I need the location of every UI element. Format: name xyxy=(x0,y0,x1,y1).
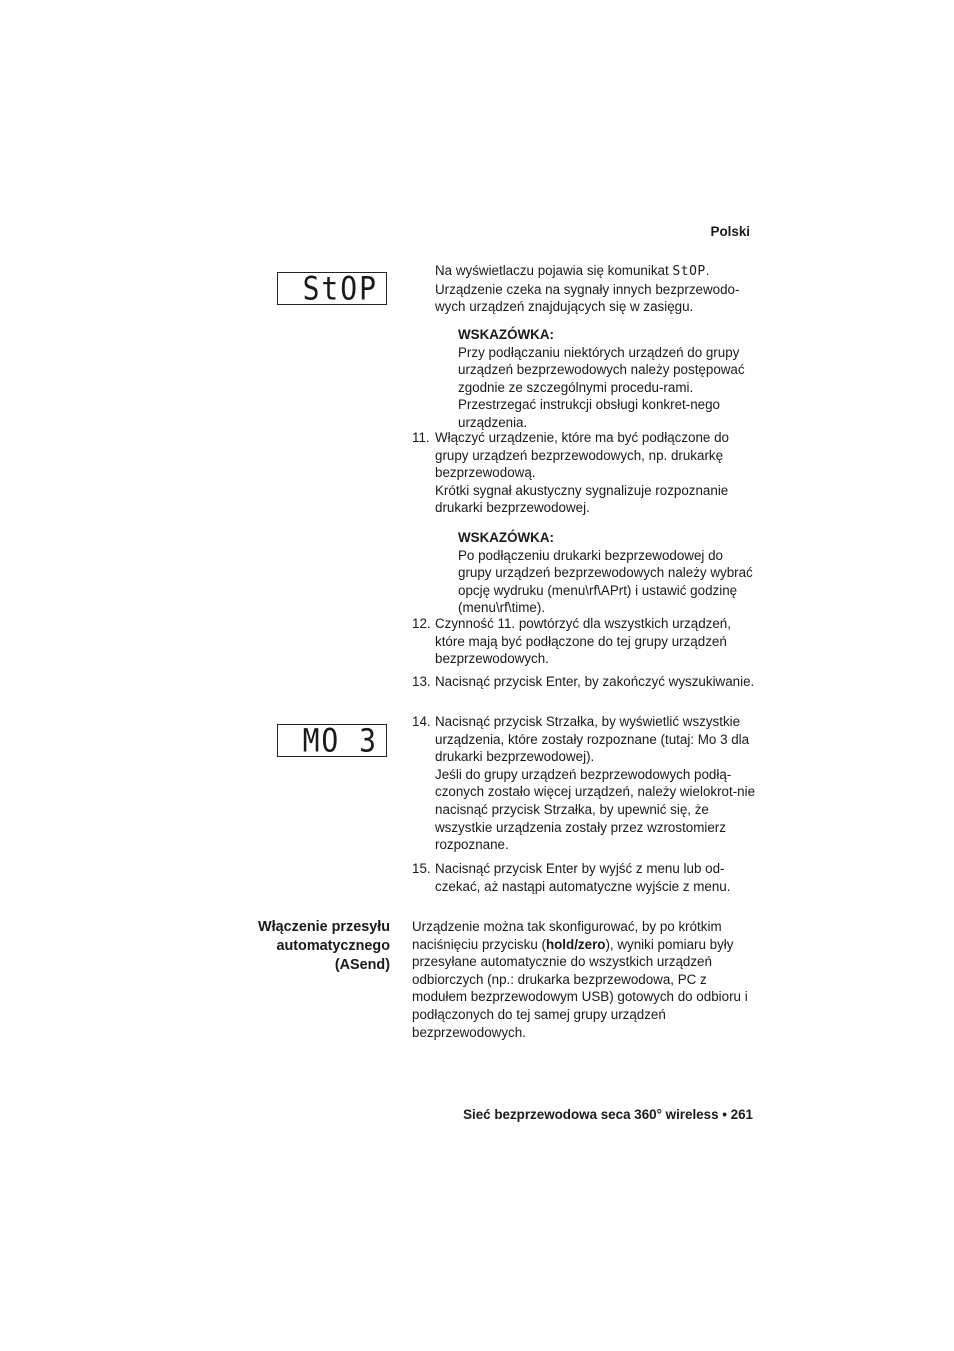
step-11-number: 11. xyxy=(412,430,430,445)
section-text-before: Urządzenie można tak skonfigurować, by po krótkim naciśnięciu przycisku ( xyxy=(412,919,722,952)
section-text-after: ), wyniki pomiaru były przesyłane automatycznie do wszystkich urządzeń odbiorczych (np.: drukarka bezprzewodowa, PC z modułem bezprzewodowym USB) gotowych do odbioru i podłączonych do tej samej grupy urządzeń bezprzewodowych. xyxy=(412,936,748,1040)
intro-line1-suffix: . xyxy=(705,263,710,278)
intro-rest: Urządzenie czeka na sygnały innych bezprzewodo-wych urządzeń znajdujących się w zasięgu. xyxy=(435,281,740,315)
step-14-number: 14. xyxy=(412,714,431,729)
section-heading xyxy=(210,918,390,975)
section-heading-line2: automatycznego xyxy=(276,938,390,954)
section-text-bold: hold/zero xyxy=(545,936,606,952)
step-11-text: Włączyć urządzenie, które ma być podłączone do grupy urządzeń bezprzewodowych, np. drukarkę bezprzewodową. xyxy=(435,430,729,481)
intro-paragraph xyxy=(435,262,760,316)
note-2-heading: WSKAZÓWKA: xyxy=(458,530,554,545)
step-14-text2: Jeśli do grupy urządzeń bezprzewodowych podłą-czonych zostało więcej urządzeń, należy wielokrot-nie nacisnąć przycisk Strzałka, by upewnić się, że wszystkie urządzenia zostały przez wzrostomierz rozpoznane. xyxy=(435,766,756,853)
intro-inline-code: StOP xyxy=(672,264,706,279)
display-stop-text: StOP xyxy=(302,269,378,308)
page-footer: Sieć bezprzewodowa seca 360° wireless • 261 xyxy=(463,1107,753,1122)
note-2 xyxy=(458,529,758,617)
step-15-number: 15. xyxy=(412,861,431,876)
display-mo3-text: MO 3 xyxy=(302,721,378,760)
step-13-text: Nacisnąć przycisk Enter, by zakończyć wyszukiwanie. xyxy=(435,674,755,689)
display-mo3-illustration xyxy=(277,721,387,760)
section-body xyxy=(412,918,757,1041)
step-13-number: 13. xyxy=(412,674,431,689)
intro-text xyxy=(435,262,760,316)
note-2-text: Po podłączeniu drukarki bezprzewodowej do grupy urządzeń bezprzewodowych należy wybrać opcję wydruku (menu\rf\APrt) i ustawić godzinę (menu\rf\time). xyxy=(458,547,753,616)
language-header: Polski xyxy=(710,224,750,239)
note-1-text: Przy podłączaniu niektórych urządzeń do grupy urządzeń bezprzewodowych należy postępować zgodnie ze szczególnymi procedu-rami. Przestrzegać instrukcji obsługi konkret-nego urządzenia. xyxy=(458,344,745,430)
step-11-text2: Krótki sygnał akustyczny sygnalizuje rozpoznanie drukarki bezprzewodowej. xyxy=(435,482,729,516)
step-15-text: Nacisnąć przycisk Enter by wyjść z menu lub od-czekać, aż nastąpi automatyczne wyjście z menu. xyxy=(435,861,731,894)
note-1-heading: WSKAZÓWKA: xyxy=(458,327,554,342)
step-12-number: 12. xyxy=(412,616,431,631)
section-heading-line3: (ASend) xyxy=(334,957,390,973)
step-14-text: Nacisnąć przycisk Strzałka, by wyświetlić wszystkie urządzenia, które zostały rozpoznane (tutaj: Mo 3 dla drukarki bezprzewodowej). xyxy=(435,714,750,765)
note-1 xyxy=(458,326,758,432)
section-heading-line1: Włączenie przesyłu xyxy=(258,919,390,935)
display-stop-illustration xyxy=(277,269,387,308)
intro-line1-prefix: Na wyświetlaczu pojawia się komunikat xyxy=(435,263,673,278)
step-12-text: Czynność 11. powtórzyć dla wszystkich urządzeń, które mają być podłączone do tej grupy urządzeń bezprzewodowych. xyxy=(435,616,731,667)
